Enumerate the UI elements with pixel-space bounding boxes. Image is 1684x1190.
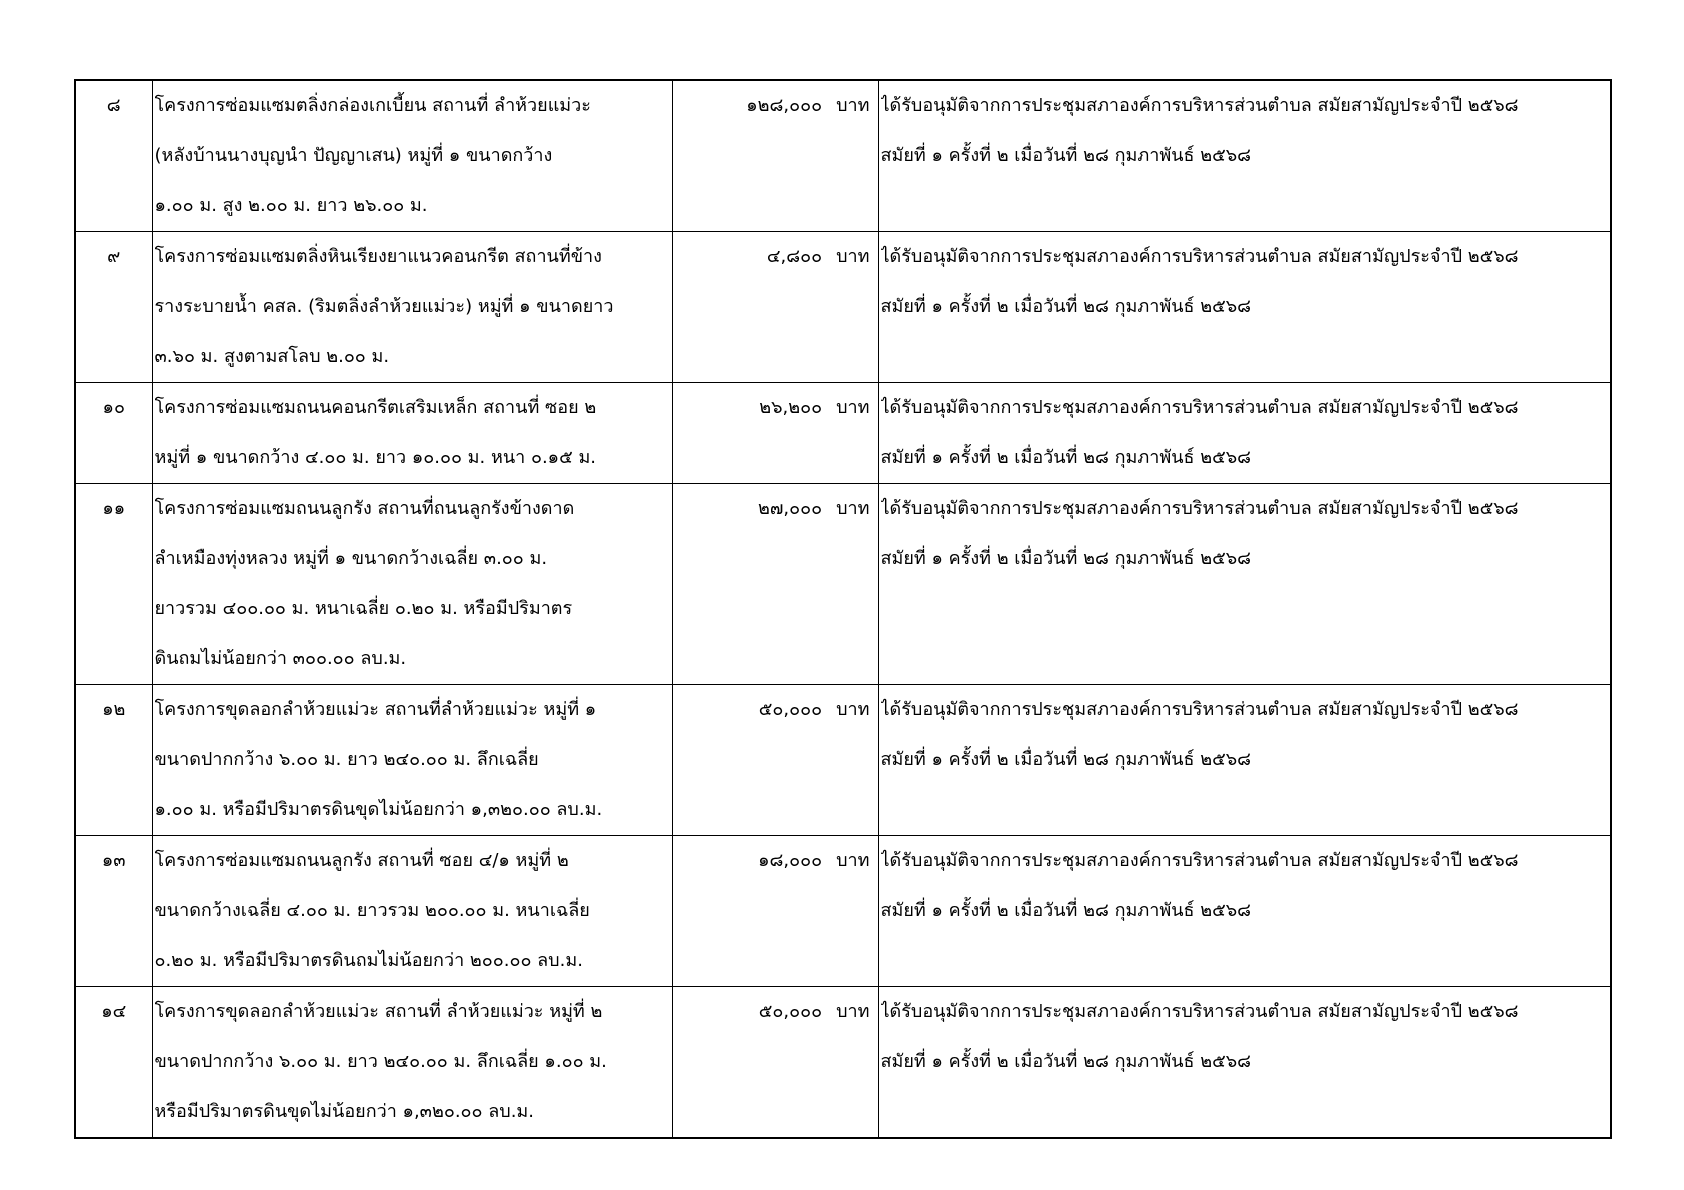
amount-value: ๒๖,๒๐๐ bbox=[759, 397, 823, 418]
approval-note bbox=[878, 987, 1611, 1139]
approval-line: ได้รับอนุมัติจากการประชุมสภาองค์การบริหารส่วนตำบล สมัยสามัญประจำปี ๒๕๖๘ bbox=[880, 95, 1519, 116]
budget-amount bbox=[672, 484, 878, 685]
project-line: โครงการซ่อมแซมถนนลูกรัง สถานที่ ซอย ๔/๑ หมู่ที่ ๒ bbox=[154, 850, 569, 871]
project-line: โครงการซ่อมแซมตลิ่งกล่องเกเบี้ยน สถานที่ ลำห้วยแม่วะ bbox=[154, 95, 591, 116]
project-description bbox=[152, 685, 672, 836]
project-line: ๑.๐๐ ม. หรือมีปริมาตรดินขุดไม่น้อยกว่า ๑,๓๒๐.๐๐ ลบ.ม. bbox=[154, 799, 603, 820]
project-line: หรือมีปริมาตรดินขุดไม่น้อยกว่า ๑,๓๒๐.๐๐ ลบ.ม. bbox=[154, 1101, 535, 1122]
budget-amount bbox=[672, 232, 878, 383]
project-line: หมู่ที่ ๑ ขนาดกว้าง ๔.๐๐ ม. ยาว ๑๐.๐๐ ม. หนา ๐.๑๕ ม. bbox=[154, 447, 597, 468]
table-row bbox=[75, 685, 1611, 836]
table-row bbox=[75, 232, 1611, 383]
approval-line: สมัยที่ ๑ ครั้งที่ ๒ เมื่อวันที่ ๒๘ กุมภาพันธ์ ๒๕๖๘ bbox=[880, 1051, 1252, 1072]
project-description bbox=[152, 836, 672, 987]
budget-amount bbox=[672, 987, 878, 1139]
project-table bbox=[74, 79, 1612, 1139]
table-row bbox=[75, 987, 1611, 1139]
approval-line: สมัยที่ ๑ ครั้งที่ ๒ เมื่อวันที่ ๒๘ กุมภาพันธ์ ๒๕๖๘ bbox=[880, 900, 1252, 921]
amount-unit: บาท bbox=[836, 397, 870, 418]
approval-note bbox=[878, 80, 1611, 232]
amount-unit: บาท bbox=[836, 850, 870, 871]
amount-unit: บาท bbox=[836, 1001, 870, 1022]
approval-line: สมัยที่ ๑ ครั้งที่ ๒ เมื่อวันที่ ๒๘ กุมภาพันธ์ ๒๕๖๘ bbox=[880, 548, 1252, 569]
project-line: รางระบายน้ำ คสล. (ริมตลิ่งลำห้วยแม่วะ) หมู่ที่ ๑ ขนาดยาว bbox=[154, 296, 614, 317]
approval-note bbox=[878, 232, 1611, 383]
project-line: ยาวรวม ๔๐๐.๐๐ ม. หนาเฉลี่ย ๐.๒๐ ม. หรือมีปริมาตร bbox=[154, 598, 573, 619]
amount-unit: บาท bbox=[836, 246, 870, 267]
approval-line: สมัยที่ ๑ ครั้งที่ ๒ เมื่อวันที่ ๒๘ กุมภาพันธ์ ๒๕๖๘ bbox=[880, 296, 1252, 317]
approval-note bbox=[878, 383, 1611, 484]
project-line: โครงการซ่อมแซมถนนคอนกรีตเสริมเหล็ก สถานที่ ซอย ๒ bbox=[154, 397, 597, 418]
row-number: ๑๐ bbox=[75, 383, 152, 484]
project-line: ๑.๐๐ ม. สูง ๒.๐๐ ม. ยาว ๒๖.๐๐ ม. bbox=[154, 195, 428, 216]
approval-line: สมัยที่ ๑ ครั้งที่ ๒ เมื่อวันที่ ๒๘ กุมภาพันธ์ ๒๕๖๘ bbox=[880, 749, 1252, 770]
table-row bbox=[75, 484, 1611, 685]
approval-note bbox=[878, 685, 1611, 836]
approval-line: ได้รับอนุมัติจากการประชุมสภาองค์การบริหารส่วนตำบล สมัยสามัญประจำปี ๒๕๖๘ bbox=[880, 1001, 1519, 1022]
project-line: โครงการซ่อมแซมถนนลูกรัง สถานที่ถนนลูกรังข้างดาด bbox=[154, 498, 575, 519]
project-line: ขนาดปากกว้าง ๖.๐๐ ม. ยาว ๒๔๐.๐๐ ม. ลึกเฉลี่ย bbox=[154, 749, 539, 770]
row-number: ๑๒ bbox=[75, 685, 152, 836]
amount-value: ๒๗,๐๐๐ bbox=[758, 498, 823, 519]
table-row bbox=[75, 836, 1611, 987]
approval-line: ได้รับอนุมัติจากการประชุมสภาองค์การบริหารส่วนตำบล สมัยสามัญประจำปี ๒๕๖๘ bbox=[880, 246, 1519, 267]
amount-value: ๕๐,๐๐๐ bbox=[758, 699, 823, 720]
approval-note bbox=[878, 836, 1611, 987]
project-description bbox=[152, 232, 672, 383]
project-line: ๐.๒๐ ม. หรือมีปริมาตรดินถมไม่น้อยกว่า ๒๐๐.๐๐ ลบ.ม. bbox=[154, 950, 583, 971]
amount-value: ๕๐,๐๐๐ bbox=[758, 1001, 823, 1022]
amount-value: ๑๘,๐๐๐ bbox=[758, 850, 823, 871]
amount-unit: บาท bbox=[836, 95, 870, 116]
project-description bbox=[152, 987, 672, 1139]
table-row bbox=[75, 383, 1611, 484]
amount-value: ๑๒๘,๐๐๐ bbox=[746, 95, 823, 116]
budget-amount bbox=[672, 80, 878, 232]
budget-amount bbox=[672, 383, 878, 484]
approval-line: สมัยที่ ๑ ครั้งที่ ๒ เมื่อวันที่ ๒๘ กุมภาพันธ์ ๒๕๖๘ bbox=[880, 447, 1252, 468]
approval-line: ได้รับอนุมัติจากการประชุมสภาองค์การบริหารส่วนตำบล สมัยสามัญประจำปี ๒๕๖๘ bbox=[880, 397, 1519, 418]
project-description bbox=[152, 80, 672, 232]
approval-line: ได้รับอนุมัติจากการประชุมสภาองค์การบริหารส่วนตำบล สมัยสามัญประจำปี ๒๕๖๘ bbox=[880, 850, 1519, 871]
row-number: ๘ bbox=[75, 80, 152, 232]
row-number: ๑๓ bbox=[75, 836, 152, 987]
project-line: ลำเหมืองทุ่งหลวง หมู่ที่ ๑ ขนาดกว้างเฉลี่ย ๓.๐๐ ม. bbox=[154, 548, 548, 569]
budget-amount bbox=[672, 836, 878, 987]
row-number: ๑๑ bbox=[75, 484, 152, 685]
amount-value: ๔,๘๐๐ bbox=[766, 246, 823, 267]
project-line: ขนาดกว้างเฉลี่ย ๔.๐๐ ม. ยาวรวม ๒๐๐.๐๐ ม. หนาเฉลี่ย bbox=[154, 900, 590, 921]
amount-unit: บาท bbox=[836, 699, 870, 720]
approval-note bbox=[878, 484, 1611, 685]
approval-line: สมัยที่ ๑ ครั้งที่ ๒ เมื่อวันที่ ๒๘ กุมภาพันธ์ ๒๕๖๘ bbox=[880, 145, 1252, 166]
project-line: โครงการขุดลอกลำห้วยแม่วะ สถานที่ ลำห้วยแม่วะ หมู่ที่ ๒ bbox=[154, 1001, 603, 1022]
project-line: โครงการซ่อมแซมตลิ่งหินเรียงยาแนวคอนกรีต สถานที่ข้าง bbox=[154, 246, 602, 267]
approval-line: ได้รับอนุมัติจากการประชุมสภาองค์การบริหารส่วนตำบล สมัยสามัญประจำปี ๒๕๖๘ bbox=[880, 498, 1519, 519]
table-row bbox=[75, 80, 1611, 232]
project-description bbox=[152, 383, 672, 484]
row-number: ๑๔ bbox=[75, 987, 152, 1139]
project-description bbox=[152, 484, 672, 685]
approval-line: ได้รับอนุมัติจากการประชุมสภาองค์การบริหารส่วนตำบล สมัยสามัญประจำปี ๒๕๖๘ bbox=[880, 699, 1519, 720]
project-line: (หลังบ้านนางบุญนำ ปัญญาเสน) หมู่ที่ ๑ ขนาดกว้าง bbox=[154, 145, 553, 166]
amount-unit: บาท bbox=[836, 498, 870, 519]
project-line: ๓.๖๐ ม. สูงตามสโลบ ๒.๐๐ ม. bbox=[154, 346, 390, 367]
project-line: ดินถมไม่น้อยกว่า ๓๐๐.๐๐ ลบ.ม. bbox=[154, 648, 407, 669]
budget-amount bbox=[672, 685, 878, 836]
project-line: โครงการขุดลอกลำห้วยแม่วะ สถานที่ลำห้วยแม่วะ หมู่ที่ ๑ bbox=[154, 699, 597, 720]
project-line: ขนาดปากกว้าง ๖.๐๐ ม. ยาว ๒๔๐.๐๐ ม. ลึกเฉลี่ย ๑.๐๐ ม. bbox=[154, 1051, 607, 1072]
row-number: ๙ bbox=[75, 232, 152, 383]
